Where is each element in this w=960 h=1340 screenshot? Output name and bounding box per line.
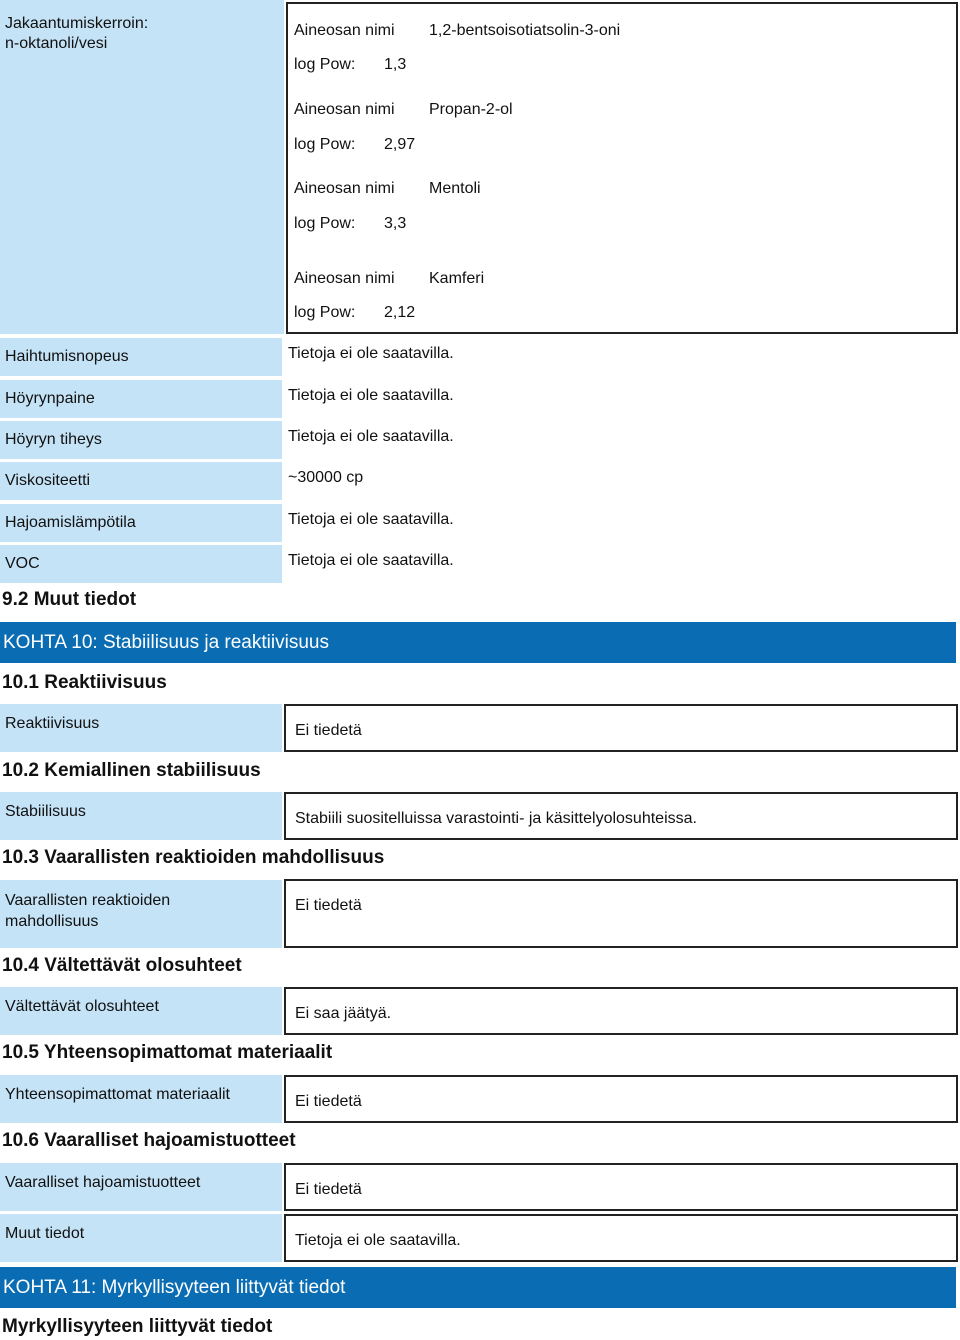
section-11-header: KOHTA 11: Myrkyllisyyteen liittyvät tiedot: [0, 1267, 956, 1308]
logpow-value: 1,3: [384, 56, 407, 73]
logpow-value: 2,12: [384, 304, 416, 321]
partition-ingredients-box: [286, 2, 958, 334]
partition-coefficient-label: [0, 0, 284, 334]
other-information-value-box: [284, 1214, 958, 1262]
subsection-11-title: Myrkyllisyyteen liittyvät tiedot: [2, 1316, 273, 1337]
logpow-label: log Pow:: [294, 136, 356, 153]
decomposition-products-value-box: [284, 1163, 958, 1211]
decomposition-products-label: Vaaralliset hajoamistuotteet: [0, 1163, 282, 1211]
logpow-value: 2,97: [384, 136, 416, 153]
ingredient-name: Propan-2-ol: [429, 101, 513, 118]
property-label-evaporation-rate: Haihtumisnopeus: [0, 338, 282, 376]
reactivity-value-box: [284, 704, 958, 752]
hazardous-reactions-value: Ei tiedetä: [295, 897, 362, 914]
ingredient-name-label: Aineosan nimi: [294, 180, 395, 197]
other-information-value: Tietoja ei ole saatavilla.: [295, 1232, 461, 1249]
stability-value: Stabiili suositelluissa varastointi- ja käsittelyolosuhteissa.: [295, 810, 697, 827]
ingredient-name: 1,2-bentsoisotiatsolin-3-oni: [429, 22, 621, 39]
subsection-10-6-title: 10.6 Vaaralliset hajoamistuotteet: [2, 1130, 296, 1151]
property-value-vapour-density: Tietoja ei ole saatavilla.: [288, 428, 454, 445]
reactivity-label: Reaktiivisuus: [0, 704, 282, 752]
subsection-10-1-title: 10.1 Reaktiivisuus: [2, 672, 167, 693]
property-label-voc: VOC: [0, 545, 282, 583]
property-value-viscosity: ~30000 cp: [288, 469, 364, 486]
ingredient-name-label: Aineosan nimi: [294, 101, 395, 118]
incompatible-materials-label: Yhteensopimattomat materiaalit: [0, 1075, 282, 1123]
logpow-label: log Pow:: [294, 215, 356, 232]
logpow-label: log Pow:: [294, 56, 356, 73]
property-value-decomposition-temperature: Tietoja ei ole saatavilla.: [288, 511, 454, 528]
stability-label: Stabiilisuus: [0, 792, 282, 840]
subsection-9-2-title: 9.2 Muut tiedot: [2, 589, 137, 610]
hazardous-reactions-label: [0, 880, 282, 948]
ingredient-name-label: Aineosan nimi: [294, 270, 395, 287]
hazardous-reactions-label-line2: mahdollisuus: [5, 913, 99, 930]
logpow-value: 3,3: [384, 215, 407, 232]
property-label-decomposition-temperature: Hajoamislämpötila: [0, 504, 282, 542]
subsection-10-2-title: 10.2 Kemiallinen stabiilisuus: [2, 760, 261, 781]
decomposition-products-value: Ei tiedetä: [295, 1181, 362, 1198]
incompatible-materials-value: Ei tiedetä: [295, 1093, 362, 1110]
conditions-to-avoid-label: Vältettävät olosuhteet: [0, 987, 282, 1035]
property-label-viscosity: Viskositeetti: [0, 462, 282, 500]
subsection-10-5-title: 10.5 Yhteensopimattomat materiaalit: [2, 1042, 333, 1063]
section-10-header: KOHTA 10: Stabiilisuus ja reaktiivisuus: [0, 622, 956, 663]
stability-value-box: [284, 792, 958, 840]
conditions-to-avoid-value-box: [284, 987, 958, 1035]
ingredient-name-label: Aineosan nimi: [294, 22, 395, 39]
incompatible-materials-value-box: [284, 1075, 958, 1123]
property-value-voc: Tietoja ei ole saatavilla.: [288, 552, 454, 569]
ingredient-name: Mentoli: [429, 180, 481, 197]
hazardous-reactions-label-line1: Vaarallisten reaktioiden: [5, 892, 171, 909]
subsection-10-4-title: 10.4 Vältettävät olosuhteet: [2, 955, 242, 976]
logpow-label: log Pow:: [294, 304, 356, 321]
property-label-vapour-pressure: Höyrynpaine: [0, 380, 282, 418]
conditions-to-avoid-value: Ei saa jäätyä.: [295, 1005, 392, 1022]
hazardous-reactions-value-box: [284, 879, 958, 948]
partition-label-line1: Jakaantumiskerroin:: [5, 15, 149, 32]
property-value-evaporation-rate: Tietoja ei ole saatavilla.: [288, 345, 454, 362]
reactivity-value: Ei tiedetä: [295, 722, 362, 739]
subsection-10-3-title: 10.3 Vaarallisten reaktioiden mahdollisuus: [2, 847, 385, 868]
property-value-vapour-pressure: Tietoja ei ole saatavilla.: [288, 387, 454, 404]
property-label-vapour-density: Höyryn tiheys: [0, 421, 282, 459]
other-information-label: Muut tiedot: [0, 1214, 282, 1262]
ingredient-name: Kamferi: [429, 270, 485, 287]
partition-label-line2: n-oktanoli/vesi: [5, 35, 108, 52]
